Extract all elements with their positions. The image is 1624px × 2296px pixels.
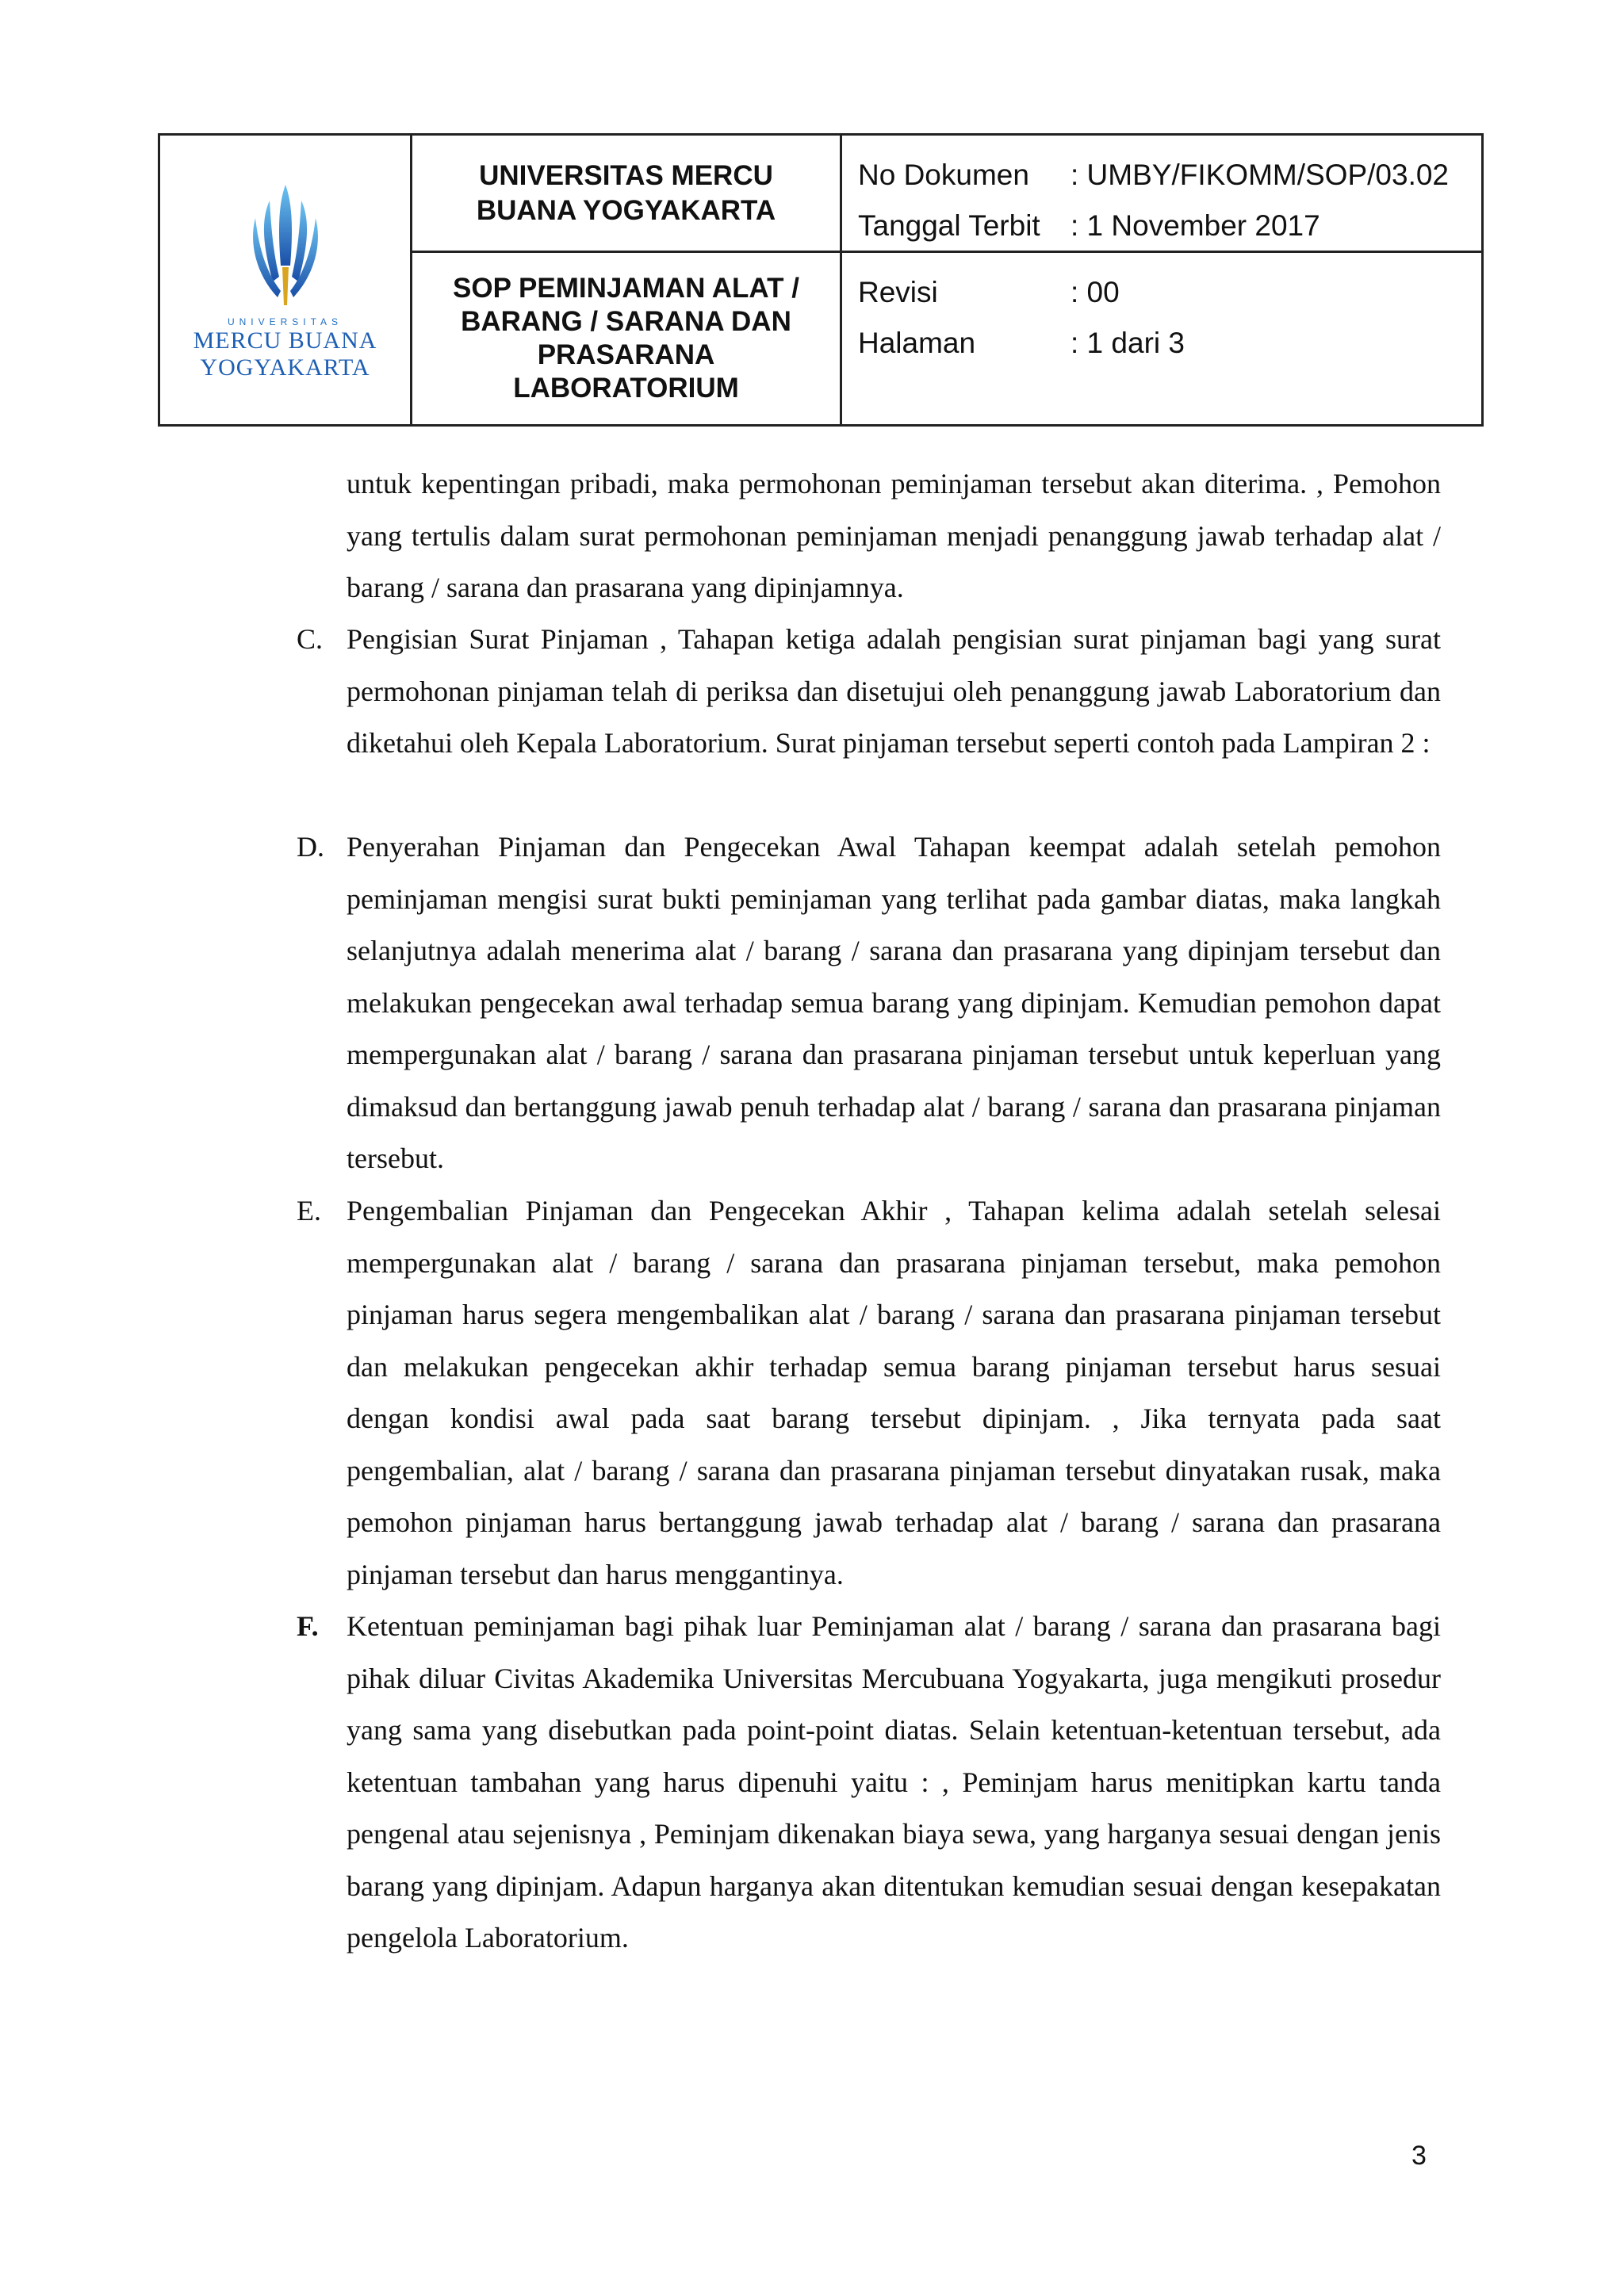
logo-cell	[160, 136, 412, 424]
item-text-e: Pengembalian Pinjaman dan Pengecekan Akhir , Tahapan kelima adalah setelah selesai mempergunakan alat / barang / sarana dan prasarana pinjaman tersebut, maka pemohon pinjaman harus segera mengembalikan alat / barang / sarana dan prasarana pinjaman tersebut dan melakukan pengecekan akhir terhadap semua barang pinjaman tersebut harus sesuai dengan kondisi awal pada saat barang tersebut dipinjam. , Jika ternyata pada saat pengembalian, alat / barang / sarana dan prasarana pinjaman tersebut dinyatakan rusak, maka pemohon pinjaman harus bertanggung jawab terhadap alat / barang / sarana dan prasarana pinjaman tersebut dan harus menggantinya.	[347, 1195, 1441, 1590]
doc-number-value: : UMBY/FIKOMM/SOP/03.02	[1071, 159, 1450, 191]
page-label: Halaman	[858, 327, 976, 359]
logo-text-small: UNIVERSITAS	[227, 316, 343, 327]
sop-title: SOP PEMINJAMAN ALAT / BARANG / SARANA DAN PRASARANA LABORATORIUM	[412, 253, 842, 424]
doc-number-row	[858, 150, 1481, 201]
logo-text-line2: YOGYAKARTA	[200, 354, 370, 381]
page-row	[858, 318, 1481, 369]
revision-value: : 00	[1071, 276, 1120, 308]
issue-date-value: : 1 November 2017	[1071, 209, 1320, 242]
doc-number-label: No Dokumen	[858, 159, 1029, 191]
university-logo-icon	[238, 178, 333, 313]
intro-paragraph: untuk kepentingan pribadi, maka permohonan peminjaman tersebut akan diterima. , Pemohon yang tertulis dalam surat permohonan peminjaman menjadi penanggung jawab terhadap alat / barang / sarana dan prasarana yang dipinjamnya.	[347, 468, 1441, 603]
item-letter-f: F.	[297, 1610, 319, 1642]
item-text-d: Penyerahan Pinjaman dan Pengecekan Awal Tahapan keempat adalah setelah pemohon peminjaman mengisi surat bukti peminjaman yang terlihat pada gambar diatas, maka langkah selanjutnya adalah menerima alat / barang / sarana dan prasarana yang dipinjam tersebut dan melakukan pengecekan awal terhadap semua barang yang dipinjam. Kemudian pemohon dapat mempergunakan alat / barang / sarana dan prasarana pinjaman tersebut untuk keperluan yang dimaksud dan bertanggung jawab penuh terhadap alat / barang / sarana dan prasarana pinjaman tersebut.	[347, 831, 1441, 1174]
doc-info-bottom	[842, 253, 1481, 424]
item-text-c: Pengisian Surat Pinjaman , Tahapan ketiga adalah pengisian surat pinjaman bagi yang surat permohonan pinjaman telah di periksa dan disetujui oleh penanggung jawab Laboratorium dan diketahui oleh Kepala Laboratorium. Surat pinjaman tersebut seperti contoh pada Lampiran 2 :	[347, 623, 1441, 759]
item-letter-e: E.	[297, 1195, 321, 1226]
item-letter-d: D.	[297, 831, 324, 863]
logo-text-line1: MERCU BUANA	[193, 327, 377, 354]
item-text-f: Ketentuan peminjaman bagi pihak luar Peminjaman alat / barang / sarana dan prasarana bagi pihak diluar Civitas Akademika Universitas Mercubuana Yogyakarta, juga mengikuti prosedur yang sama yang disebutkan pada point-point diatas. Selain ketentuan-ketentuan tersebut, ada ketentuan tambahan yang harus dipenuhi yaitu : , Peminjam harus menitipkan kartu tanda pengenal atau sejenisnya , Peminjam dikenakan biaya sewa, yang harganya sesuai dengan jenis barang yang dipinjam. Adapun harganya akan ditentukan kemudian sesuai dengan kesepakatan pengelola Laboratorium.	[347, 1610, 1441, 1954]
page-number: 3	[1411, 2141, 1427, 2171]
revision-label: Revisi	[858, 276, 938, 308]
page-value: : 1 dari 3	[1071, 327, 1185, 359]
issue-date-label: Tanggal Terbit	[858, 209, 1040, 242]
document-header	[158, 133, 1484, 427]
issue-date-row	[858, 201, 1481, 251]
item-letter-c: C.	[297, 623, 324, 655]
doc-info-top	[842, 136, 1481, 253]
revision-row	[858, 267, 1481, 318]
university-name: UNIVERSITAS MERCU BUANA YOGYAKARTA	[412, 136, 842, 253]
